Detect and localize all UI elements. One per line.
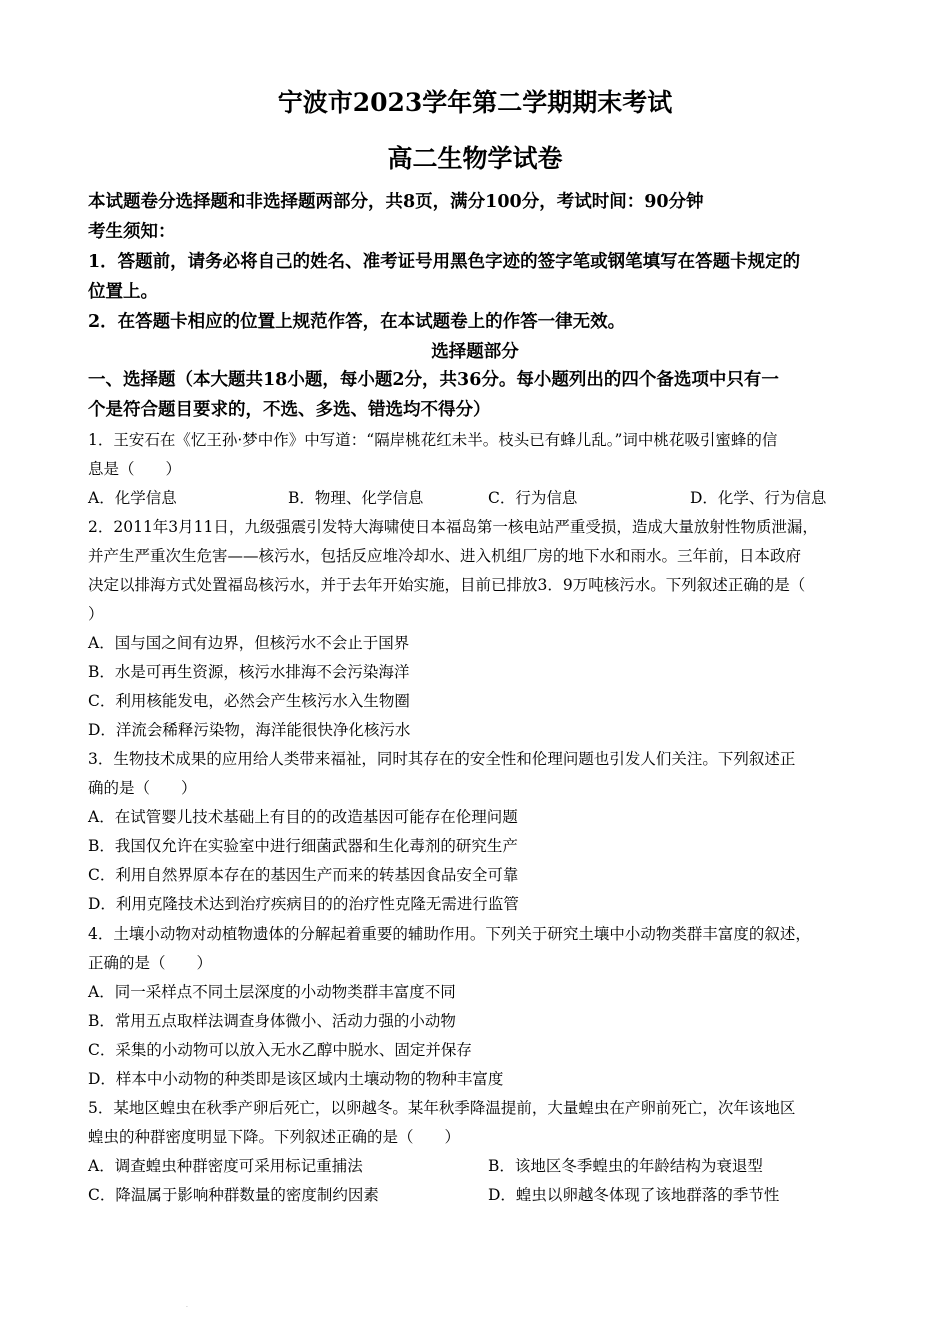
- question-5-line: 5．某地区蝗虫在秋季产卵后死亡，以卵越冬。某年秋季降温提前，大量蝗虫在产卵前死亡，次年该地区: [88, 1099, 796, 1117]
- section-heading-cont: 个是符合题目要求的，不选、多选、错选均不得分）: [88, 400, 491, 420]
- question-4-line: 正确的是（ ）: [88, 954, 213, 972]
- option-b: B．物理、化学信息: [288, 489, 424, 507]
- option-a: A．在试管婴儿技术基础上有目的的改造基因可能存在伦理问题: [88, 808, 518, 826]
- question-2-line: ）: [88, 605, 104, 623]
- option-d: D．样本中小动物的种类即是该区域内土壤动物的物种丰富度: [88, 1070, 504, 1088]
- question-1-line: 息是（ ）: [88, 460, 182, 478]
- exam-intro: 本试题卷分选择题和非选择题两部分，共8页，满分100分，考试时间：90分钟: [88, 192, 704, 212]
- question-3-line: 确的是（ ）: [88, 779, 197, 797]
- option-b: B．水是可再生资源，核污水排海不会污染海洋: [88, 663, 410, 681]
- notice-item-1-cont: 位置上。: [88, 282, 158, 302]
- option-b: B．我国仅允许在实验室中进行细菌武器和生化毒剂的研究生产: [88, 837, 518, 855]
- question-5-line: 蝗虫的种群密度明显下降。下列叙述正确的是（ ）: [88, 1128, 461, 1146]
- question-4-line: 4．土壤小动物对动植物遗体的分解起着重要的辅助作用。下列关于研究土壤中小动物类群丰富度的叙述，: [88, 925, 811, 943]
- notice-item-1: 1．答题前，请务必将自己的姓名、准考证号用黑色字迹的签字笔或钢笔填写在答题卡规定的: [88, 252, 801, 272]
- question-1-line: 1．王安石在《忆王孙·梦中作》中写道：“隔岸桃花红未半。枝头已有蜂儿乱。”词中桃花吸引蜜蜂的信: [88, 431, 778, 449]
- question-3-line: 3．生物技术成果的应用给人类带来福祉，同时其存在的安全性和伦理问题也引发人们关注。下列叙述正: [88, 750, 796, 768]
- option-c: C．利用自然界原本存在的基因生产而来的转基因食品安全可靠: [88, 866, 519, 884]
- question-2-line: 并产生严重次生危害——核污水，包括反应堆冷却水、进入机组厂房的地下水和雨水。三年前，日本政府: [88, 547, 802, 565]
- option-c: C．降温属于影响种群数量的密度制约因素: [88, 1186, 379, 1204]
- section-heading: 一、选择题（本大题共18小题，每小题2分，共36分。每小题列出的四个备选项中只有一: [88, 370, 779, 390]
- option-a: A．国与国之间有边界，但核污水不会止于国界: [88, 634, 410, 652]
- footer-mark: .: [186, 1302, 188, 1309]
- option-a: A．化学信息: [88, 489, 177, 507]
- option-d: D．洋流会稀释污染物，海洋能很快净化核污水: [88, 721, 411, 739]
- notice-heading: 考生须知：: [88, 222, 176, 242]
- question-2-line: 2．2011年3月11日，九级强震引发特大海啸使日本福岛第一核电站严重受损，造成大量放射性物质泄漏，: [88, 518, 818, 536]
- option-c: C．行为信息: [488, 489, 578, 507]
- exam-title: 宁波市2023学年第二学期期末考试: [277, 88, 673, 117]
- option-a: A．调查蝗虫种群密度可采用标记重捕法: [88, 1157, 363, 1175]
- option-c: C．利用核能发电，必然会产生核污水入生物圈: [88, 692, 410, 710]
- option-c: C．采集的小动物可以放入无水乙醇中脱水、固定并保存: [88, 1041, 472, 1059]
- option-a: A．同一采样点不同土层深度的小动物类群丰富度不同: [88, 983, 456, 1001]
- notice-item-2: 2．在答题卡相应的位置上规范作答，在本试题卷上的作答一律无效。: [88, 312, 626, 332]
- option-b: B．该地区冬季蝗虫的年龄结构为衰退型: [488, 1157, 763, 1175]
- option-d: D．蝗虫以卵越冬体现了该地群落的季节性: [488, 1186, 780, 1204]
- exam-subtitle: 高二生物学试卷: [387, 144, 563, 173]
- option-b: B．常用五点取样法调查身体微小、活动力强的小动物: [88, 1012, 456, 1030]
- part-heading: 选择题部分: [431, 342, 519, 362]
- option-d: D．利用克隆技术达到治疗疾病目的的治疗性克隆无需进行监管: [88, 895, 519, 913]
- question-2-line: 决定以排海方式处置福岛核污水，并于去年开始实施，目前已排放3．9万吨核污水。下列叙述正确的是（: [88, 576, 806, 594]
- option-d: D．化学、行为信息: [690, 489, 827, 507]
